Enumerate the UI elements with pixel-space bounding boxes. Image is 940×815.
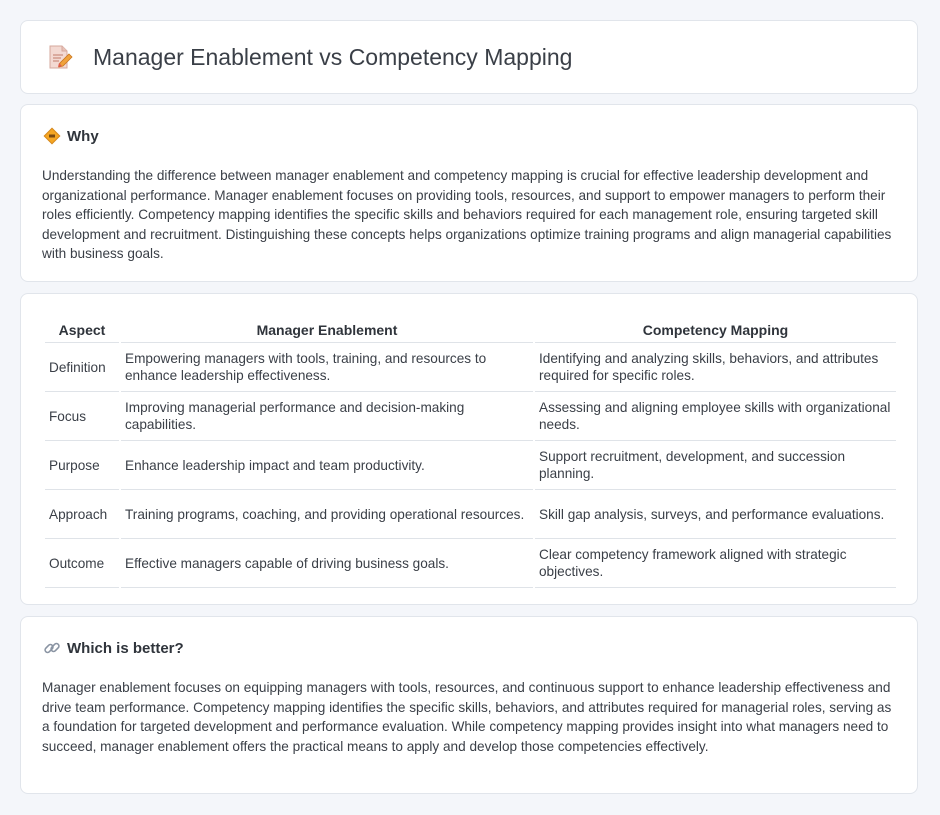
- comparison-table: [43, 314, 898, 588]
- table-row: [45, 441, 896, 490]
- table-row: [45, 490, 896, 539]
- manager-enablement-cell: Training programs, coaching, and providing operational resources.: [121, 490, 533, 539]
- competency-mapping-cell: Skill gap analysis, surveys, and performance evaluations.: [535, 490, 896, 539]
- aspect-cell: Outcome: [45, 539, 119, 588]
- why-title: Why: [67, 127, 99, 145]
- manager-enablement-cell: Enhance leadership impact and team productivity.: [121, 441, 533, 490]
- table-header-row: [45, 314, 896, 343]
- why-section: [20, 104, 918, 282]
- aspect-cell: Approach: [45, 490, 119, 539]
- which-is-better-title: Which is better?: [67, 639, 184, 657]
- header-competency-mapping: Competency Mapping: [535, 314, 896, 343]
- aspect-cell: Definition: [45, 343, 119, 392]
- table-row: [45, 343, 896, 392]
- diamond-sign-icon: [43, 127, 61, 145]
- which-is-better-text: Manager enablement focuses on equipping managers with tools, resources, and continuous support to enhance leadership effectiveness and drive team performance. Competency mapping identifies the specific skills, behaviors, and attributes required for managerial roles, serving as a foundation for targeted development and performance evaluation. While competency mapping provides insight into what managers need to succeed, manager enablement offers the practical means to apply and develop those competencies effectively.: [42, 680, 892, 754]
- manager-enablement-cell: Improving managerial performance and decision-making capabilities.: [121, 392, 533, 441]
- competency-mapping-cell: Clear competency framework aligned with strategic objectives.: [535, 539, 896, 588]
- table-row: [45, 539, 896, 588]
- table-row: [45, 392, 896, 441]
- header-manager-enablement: Manager Enablement: [121, 314, 533, 343]
- manager-enablement-cell: Empowering managers with tools, training, and resources to enhance leadership effectiveness.: [121, 343, 533, 392]
- header-aspect: Aspect: [45, 314, 119, 343]
- competency-mapping-cell: Support recruitment, development, and succession planning.: [535, 441, 896, 490]
- manager-enablement-cell: Effective managers capable of driving business goals.: [121, 539, 533, 588]
- aspect-cell: Purpose: [45, 441, 119, 490]
- aspect-cell: Focus: [45, 392, 119, 441]
- header-card: [20, 20, 918, 94]
- comparison-card: [20, 293, 918, 605]
- why-text: Understanding the difference between manager enablement and competency mapping is crucial for effective leadership development and organizational performance. Manager enablement focuses on providing tools, resources, and support to empower managers to perform their roles efficiently. Competency mapping identifies the specific skills and behaviors required for each management role, ensuring targeted skill development and recruitment. Distinguishing these concepts helps organizations optimize training programs and align managerial capabilities with business goals.: [42, 168, 892, 261]
- competency-mapping-cell: Identifying and analyzing skills, behaviors, and attributes required for specific roles.: [535, 343, 896, 392]
- document-pencil-icon: [47, 43, 71, 71]
- competency-mapping-cell: Assessing and aligning employee skills with organizational needs.: [535, 392, 896, 441]
- page-title: Manager Enablement vs Competency Mapping: [93, 43, 573, 70]
- which-is-better-section: [20, 616, 918, 794]
- link-icon: [43, 639, 61, 657]
